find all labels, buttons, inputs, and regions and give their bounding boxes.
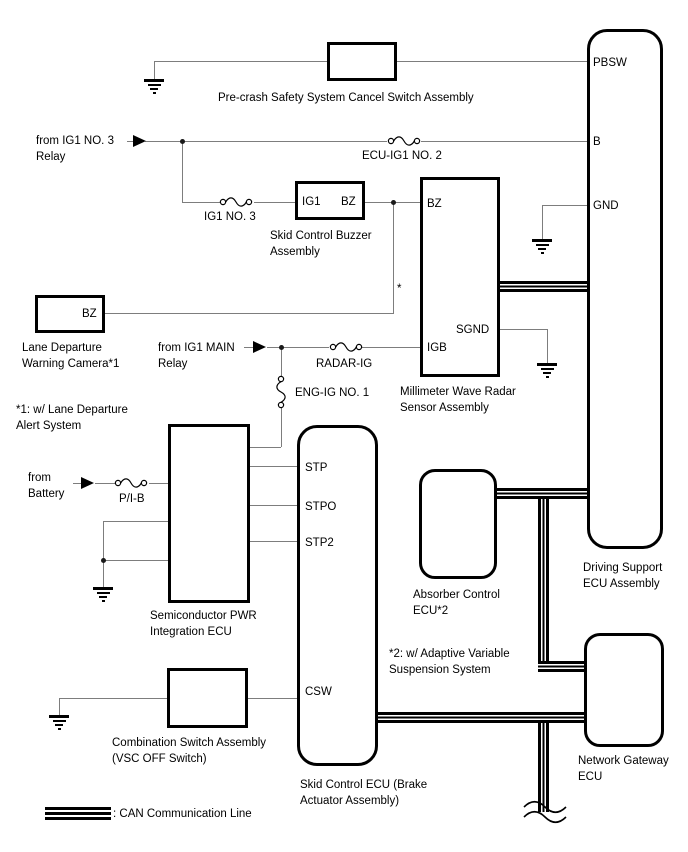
network-gateway-label: ECU — [578, 771, 603, 783]
can-line-segment — [497, 488, 588, 499]
junction-dot — [391, 200, 396, 205]
pin-label-gnd: GND — [593, 200, 619, 212]
skid-buzzer-label: Skid Control Buzzer — [270, 230, 372, 242]
junction-dot — [279, 345, 284, 350]
wire-segment — [154, 61, 327, 62]
source-ig1-no3-relay-label: Relay — [36, 151, 66, 163]
wire-segment — [421, 141, 587, 142]
wire-segment — [250, 541, 297, 542]
wire-segment — [542, 205, 587, 206]
radar-sensor-label: Sensor Assembly — [400, 402, 489, 414]
can-line-segment — [500, 281, 588, 292]
semiconductor-pwr-label: Semiconductor PWR — [150, 610, 257, 622]
note-lane-departure: *1: w/ Lane Departure — [16, 404, 128, 416]
note-adaptive-suspension: Suspension System — [389, 664, 491, 676]
lane-camera-label: Warning Camera*1 — [22, 358, 120, 370]
network-gateway-box — [584, 633, 664, 747]
fuse-ig1-no3-icon — [219, 195, 253, 209]
wire-segment — [73, 483, 81, 484]
pin-label-radar-bz: BZ — [427, 198, 442, 210]
ground-icon — [49, 715, 69, 730]
pin-label-stp2: STP2 — [305, 537, 334, 549]
semiconductor-pwr-box — [168, 424, 250, 603]
fuse-eng-ig-no1-label: ENG-IG NO. 1 — [295, 387, 370, 399]
wire-segment — [393, 202, 394, 313]
junction-dot — [180, 139, 185, 144]
wire-segment — [244, 347, 253, 348]
ground-icon — [93, 587, 113, 602]
power-source-arrow-icon — [133, 135, 146, 147]
wire-segment — [281, 406, 282, 447]
wire-segment — [103, 560, 168, 561]
pin-label-camera-bz: BZ — [82, 308, 97, 320]
wire-segment — [547, 329, 548, 363]
pin-label-ig1: IG1 — [302, 196, 321, 208]
wire-segment — [149, 483, 168, 484]
wire-segment — [250, 505, 297, 506]
driving-support-ecu-label: Driving Support — [583, 562, 663, 574]
pin-label-stp: STP — [305, 462, 328, 474]
source-ig1-main-relay-label: from IG1 MAIN — [158, 342, 235, 354]
wire-segment — [182, 202, 222, 203]
fuse-radar-ig-icon — [329, 340, 363, 354]
fuse-radar-ig-label: RADAR-IG — [316, 358, 373, 370]
lane-camera-label: Lane Departure — [22, 342, 102, 354]
pin-label-b: B — [593, 136, 601, 148]
wire-segment — [250, 447, 281, 448]
skid-control-ecu-box — [297, 425, 378, 766]
ground-icon — [532, 239, 552, 254]
pin-label-sgnd: SGND — [456, 324, 490, 336]
note-lane-departure: Alert System — [16, 420, 82, 432]
semiconductor-pwr-label: Integration ECU — [150, 626, 232, 638]
wire-segment — [154, 61, 155, 79]
junction-dot — [101, 558, 106, 563]
can-line-segment — [538, 490, 549, 672]
can-line-legend-label: : CAN Communication Line — [113, 808, 252, 820]
fuse-eng-ig-no1-icon — [274, 375, 288, 409]
wire-segment — [361, 347, 420, 348]
absorber-ecu-label: Absorber Control — [413, 589, 500, 601]
fuse-ecu-ig1-no2-label: ECU-IG1 NO. 2 — [362, 150, 442, 162]
wire-segment — [267, 347, 329, 348]
wire-segment — [250, 466, 297, 467]
absorber-ecu-label: ECU*2 — [413, 605, 449, 617]
wire-segment — [281, 347, 282, 376]
source-battery-label: Battery — [28, 488, 65, 500]
combination-switch-label: Combination Switch Assembly — [112, 737, 267, 749]
skid-control-ecu-label: Skid Control ECU (Brake — [300, 779, 428, 791]
pin-label-stpo: STPO — [305, 501, 337, 513]
absorber-ecu-box — [419, 469, 497, 579]
pin-label-igb: IGB — [427, 342, 447, 354]
fuse-pib-icon — [114, 476, 148, 490]
wire-segment — [103, 521, 168, 522]
skid-buzzer-label: Assembly — [270, 246, 320, 258]
wire-segment — [397, 61, 587, 62]
can-line-segment — [378, 712, 585, 723]
can-line-segment — [538, 661, 585, 672]
pin-label-pbsw: PBSW — [593, 57, 627, 69]
wire-segment — [248, 698, 297, 699]
driving-support-ecu-box — [587, 29, 663, 549]
radar-sensor-label: Millimeter Wave Radar — [400, 386, 516, 398]
wire-segment — [105, 313, 394, 314]
combination-switch-box — [167, 668, 248, 728]
wire-segment — [500, 329, 547, 330]
power-source-arrow-icon — [253, 341, 266, 353]
source-battery-label: from — [28, 472, 51, 484]
source-ig1-no3-relay-label: from IG1 NO. 3 — [36, 135, 114, 147]
combination-switch-label: (VSC OFF Switch) — [112, 753, 207, 765]
wire-segment — [254, 202, 295, 203]
skid-control-ecu-label: Actuator Assembly) — [300, 795, 400, 807]
source-ig1-main-relay-label: Relay — [158, 358, 188, 370]
precrash-cancel-switch-box — [327, 42, 397, 81]
fuse-pib-label: P/I-B — [119, 493, 145, 505]
wire-segment — [542, 205, 543, 239]
ground-icon — [144, 79, 164, 94]
network-gateway-label: Network Gateway — [578, 755, 669, 767]
pin-label-csw: CSW — [305, 686, 332, 698]
precrash-switch-label: Pre-crash Safety System Cancel Switch Assembly — [218, 92, 474, 104]
can-line-segment — [538, 713, 549, 812]
wire-segment — [59, 698, 167, 699]
driving-support-ecu-label: ECU Assembly — [583, 578, 660, 590]
pin-label-buzzer-bz: BZ — [341, 196, 356, 208]
wire-segment — [59, 698, 60, 715]
note-adaptive-suspension: *2: w/ Adaptive Variable — [389, 648, 510, 660]
fuse-ig1-no3-label: IG1 NO. 3 — [204, 211, 256, 223]
line-break-squiggle-icon — [522, 799, 568, 827]
power-source-arrow-icon — [81, 477, 94, 489]
wire-segment — [103, 521, 104, 587]
fuse-ecu-ig1-no2-icon — [387, 134, 421, 148]
wire-asterisk-note: * — [397, 283, 402, 295]
wire-segment — [182, 141, 183, 202]
can-line-legend-icon — [45, 807, 111, 820]
ground-icon — [537, 363, 557, 378]
